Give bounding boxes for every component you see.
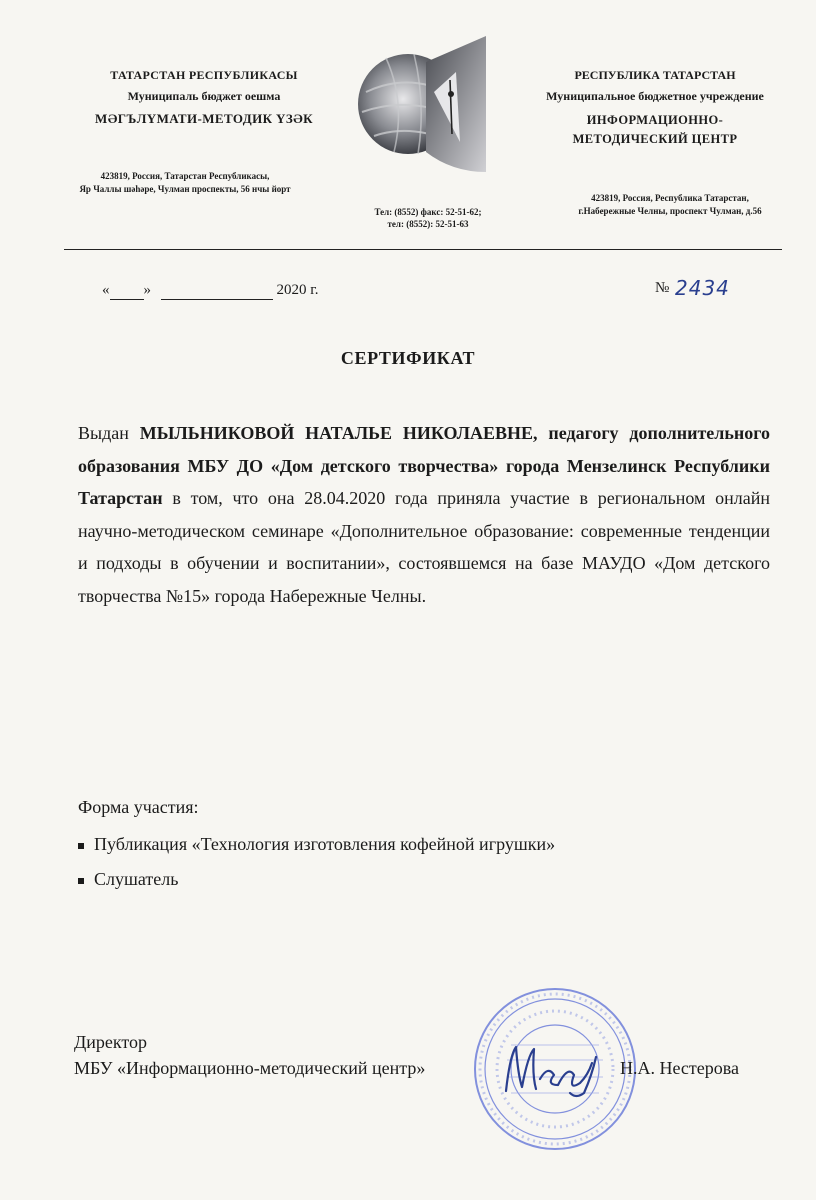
header-left-line3: МӘГЪЛҮМАТИ-МЕТОДИК ҮЗӘК [95, 111, 313, 126]
header-right-address-line2: г.Набережные Челны, проспект Чулман, д.56 [578, 206, 762, 216]
participation-label: Форма участия: [78, 797, 199, 817]
body-text: в том, что она 28.04.2020 года приняла участие в региональном онлайн научно-методическом семинаре «Дополнительное образование: современные тенденции и подходы в обучении и воспитании», состоявшемся на базе МАУДО «Дом детского творчества №15» города Набережные Челны. [78, 488, 770, 606]
header-contacts [358, 206, 498, 230]
header-right-address [550, 192, 790, 218]
date-open-quote: « [102, 282, 110, 298]
participation-item [78, 834, 555, 869]
signer-role: Директор [74, 1032, 148, 1052]
date-day-blank [110, 282, 144, 300]
header-left-line2: Муниципаль бюджет оешма [127, 89, 281, 103]
recipient-position: педагогу дополнительного образования МБУ ДО «Дом детского творчества» города Мензелинск Республики Татарстан [78, 423, 770, 508]
certificate-body [78, 417, 770, 612]
header-right-line2: Муниципальное бюджетное учреждение [546, 89, 764, 103]
date-year: 2020 г. [276, 282, 319, 298]
participation-item-text: Публикация «Технология изготовления кофейной игрушки» [94, 834, 556, 854]
header-right-line4: МЕТОДИЧЕСКИЙ ЦЕНТР [572, 132, 738, 146]
header-right-line3: ИНФОРМАЦИОННО- [586, 113, 724, 127]
signer-organization: МБУ «Информационно-методический центр» [74, 1058, 426, 1078]
imc-logo [356, 32, 491, 177]
date-close-quote: » [143, 282, 151, 298]
participation-list [78, 834, 555, 904]
participation-item-text: Слушатель [94, 869, 179, 889]
header-contact-line1: Тел: (8552) факс: 52-51-62; [374, 207, 482, 217]
doc-number-handwritten: 2434 [675, 276, 730, 300]
header-right [505, 68, 805, 149]
certificate-title: СЕРТИФИКАТ [340, 348, 476, 368]
header-right-line1: РЕСПУБЛИКА ТАТАРСТАН [574, 68, 736, 82]
signer-name: Н.А. Нестерова [620, 1058, 740, 1078]
recipient-name: МЫЛЬНИКОВОЙ НАТАЛЬЕ НИКОЛАЕВНЕ, [139, 423, 538, 443]
participation-item [78, 869, 555, 904]
header-right-address-line1: 423819, Россия, Республика Татарстан, [591, 193, 749, 203]
date-line [102, 282, 318, 300]
header-left-address [40, 170, 330, 196]
director-signature [488, 1035, 608, 1100]
header-left [52, 68, 356, 127]
header-contact-line2: тел: (8552): 52-51-63 [387, 219, 469, 229]
body-intro: Выдан [78, 423, 140, 443]
bullet-icon [78, 843, 84, 849]
bullet-icon [78, 878, 84, 884]
doc-number-label: № [655, 280, 670, 296]
header-divider [64, 249, 782, 250]
doc-number [655, 280, 669, 297]
header-left-address-line2: Яр Чаллы шәһәре, Чулман проспекты, 56 нчы йорт [79, 184, 291, 194]
date-month-blank [161, 282, 273, 300]
header-left-line1: ТАТАРСТАН РЕСПУБЛИКАСЫ [110, 68, 298, 82]
header-left-address-line1: 423819, Россия, Татарстан Республикасы, [100, 171, 270, 181]
